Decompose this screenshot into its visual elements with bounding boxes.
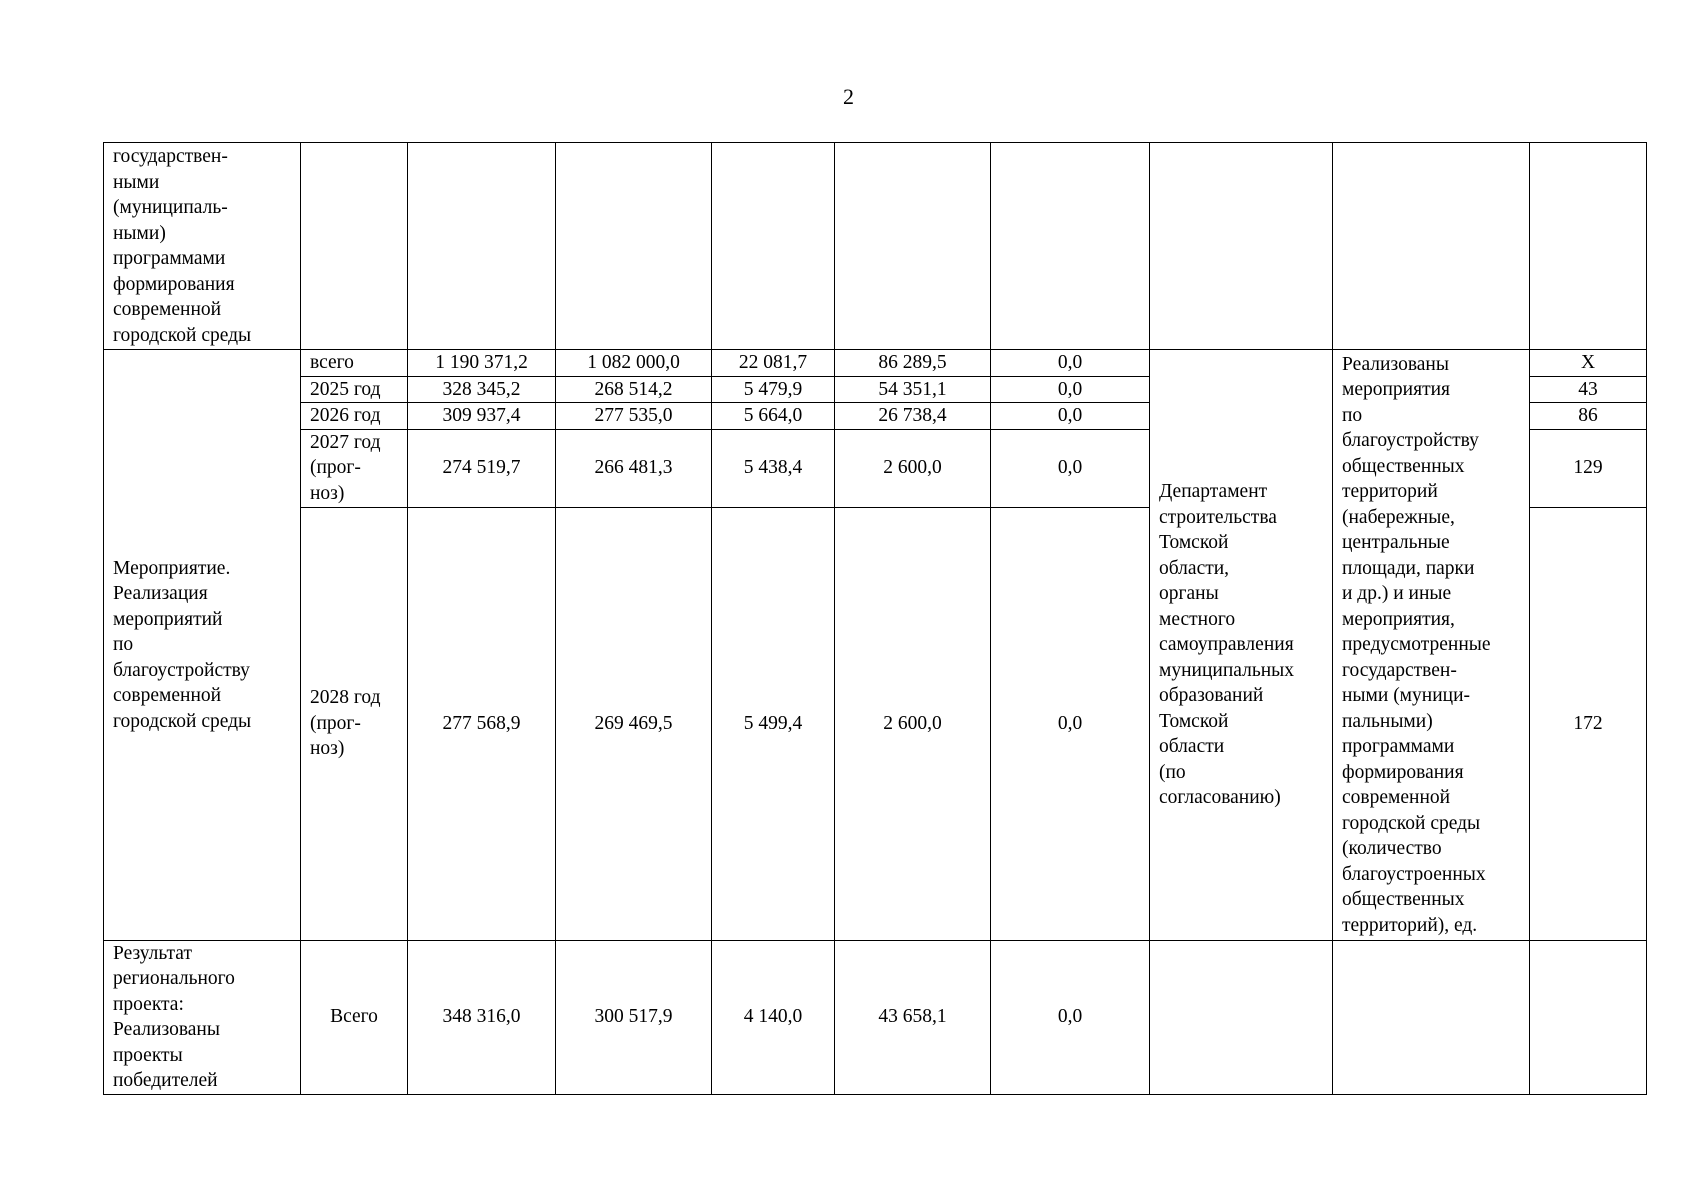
period-text: 2027 год (прог- ноз) bbox=[310, 431, 381, 504]
empty-cell bbox=[1333, 143, 1530, 350]
regional-cell: 5 499,4 bbox=[712, 507, 835, 940]
empty-cell bbox=[1530, 143, 1647, 350]
empty-cell bbox=[556, 143, 712, 350]
period-cell: Всего bbox=[301, 940, 408, 1094]
activity-name-cell bbox=[104, 350, 301, 941]
other-cell: 0,0 bbox=[991, 376, 1150, 403]
result-name-cell bbox=[104, 940, 301, 1094]
target-cell: 172 bbox=[1530, 507, 1647, 940]
total-cell: 328 345,2 bbox=[408, 376, 556, 403]
other-cell: 0,0 bbox=[991, 507, 1150, 940]
indicator-text: Реализованы мероприятия по благоустройству общественных территорий (набережные, центральные площади, парки и др.) и иные мероприятия, предусмотренные государствен- ными (муници- пальными) программами формирования современной городской среды (количество благоустроенных общественных территорий), ед. bbox=[1342, 353, 1491, 936]
target-cell: 43 bbox=[1530, 376, 1647, 403]
federal-cell: 277 535,0 bbox=[556, 403, 712, 430]
other-cell: 0,0 bbox=[991, 940, 1150, 1094]
empty-cell bbox=[712, 143, 835, 350]
empty-cell bbox=[1530, 940, 1647, 1094]
regional-cell: 5 664,0 bbox=[712, 403, 835, 430]
local-cell: 26 738,4 bbox=[835, 403, 991, 430]
period-cell bbox=[301, 507, 408, 940]
target-cell: Х bbox=[1530, 350, 1647, 377]
federal-cell: 268 514,2 bbox=[556, 376, 712, 403]
period-cell bbox=[301, 429, 408, 507]
result-row bbox=[104, 940, 1647, 1094]
regional-cell: 5 479,9 bbox=[712, 376, 835, 403]
indicator-cell bbox=[1333, 350, 1530, 941]
empty-cell bbox=[1150, 940, 1333, 1094]
table-row bbox=[104, 350, 1647, 377]
empty-cell bbox=[408, 143, 556, 350]
local-cell: 54 351,1 bbox=[835, 376, 991, 403]
regional-cell: 5 438,4 bbox=[712, 429, 835, 507]
empty-cell bbox=[991, 143, 1150, 350]
budget-table bbox=[103, 142, 1647, 1095]
result-name: Результат регионального проекта: Реализованы проекты победителей bbox=[113, 942, 235, 1091]
empty-cell bbox=[301, 143, 408, 350]
other-cell: 0,0 bbox=[991, 429, 1150, 507]
continuation-text-cell bbox=[104, 143, 301, 350]
local-cell: 2 600,0 bbox=[835, 507, 991, 940]
local-cell: 2 600,0 bbox=[835, 429, 991, 507]
total-cell: 309 937,4 bbox=[408, 403, 556, 430]
activity-name: Мероприятие. Реализация мероприятий по благоустройству современной городской среды bbox=[113, 557, 252, 732]
period-cell: всего bbox=[301, 350, 408, 377]
period-cell: 2026 год bbox=[301, 403, 408, 430]
responsible-cell bbox=[1150, 350, 1333, 941]
federal-cell: 300 517,9 bbox=[556, 940, 712, 1094]
regional-cell: 4 140,0 bbox=[712, 940, 835, 1094]
empty-cell bbox=[1333, 940, 1530, 1094]
federal-cell: 269 469,5 bbox=[556, 507, 712, 940]
federal-cell: 266 481,3 bbox=[556, 429, 712, 507]
target-cell: 86 bbox=[1530, 403, 1647, 430]
local-cell: 86 289,5 bbox=[835, 350, 991, 377]
empty-cell bbox=[1150, 143, 1333, 350]
continuation-row bbox=[104, 143, 1647, 350]
page-number: 2 bbox=[843, 84, 854, 109]
other-cell: 0,0 bbox=[991, 403, 1150, 430]
total-cell: 274 519,7 bbox=[408, 429, 556, 507]
other-cell: 0,0 bbox=[991, 350, 1150, 377]
continuation-text: государствен- ными (муниципаль- ными) программами формирования современной городской среды bbox=[113, 146, 252, 346]
responsible-text: Департамент строительства Томской области, органы местного самоуправления муниципальных образований Томской области (по согласованию) bbox=[1159, 481, 1295, 808]
period-text: 2028 год (прог- ноз) bbox=[310, 687, 381, 760]
period-cell: 2025 год bbox=[301, 376, 408, 403]
federal-cell: 1 082 000,0 bbox=[556, 350, 712, 377]
total-cell: 1 190 371,2 bbox=[408, 350, 556, 377]
local-cell: 43 658,1 bbox=[835, 940, 991, 1094]
target-cell: 129 bbox=[1530, 429, 1647, 507]
empty-cell bbox=[835, 143, 991, 350]
total-cell: 348 316,0 bbox=[408, 940, 556, 1094]
total-cell: 277 568,9 bbox=[408, 507, 556, 940]
regional-cell: 22 081,7 bbox=[712, 350, 835, 377]
